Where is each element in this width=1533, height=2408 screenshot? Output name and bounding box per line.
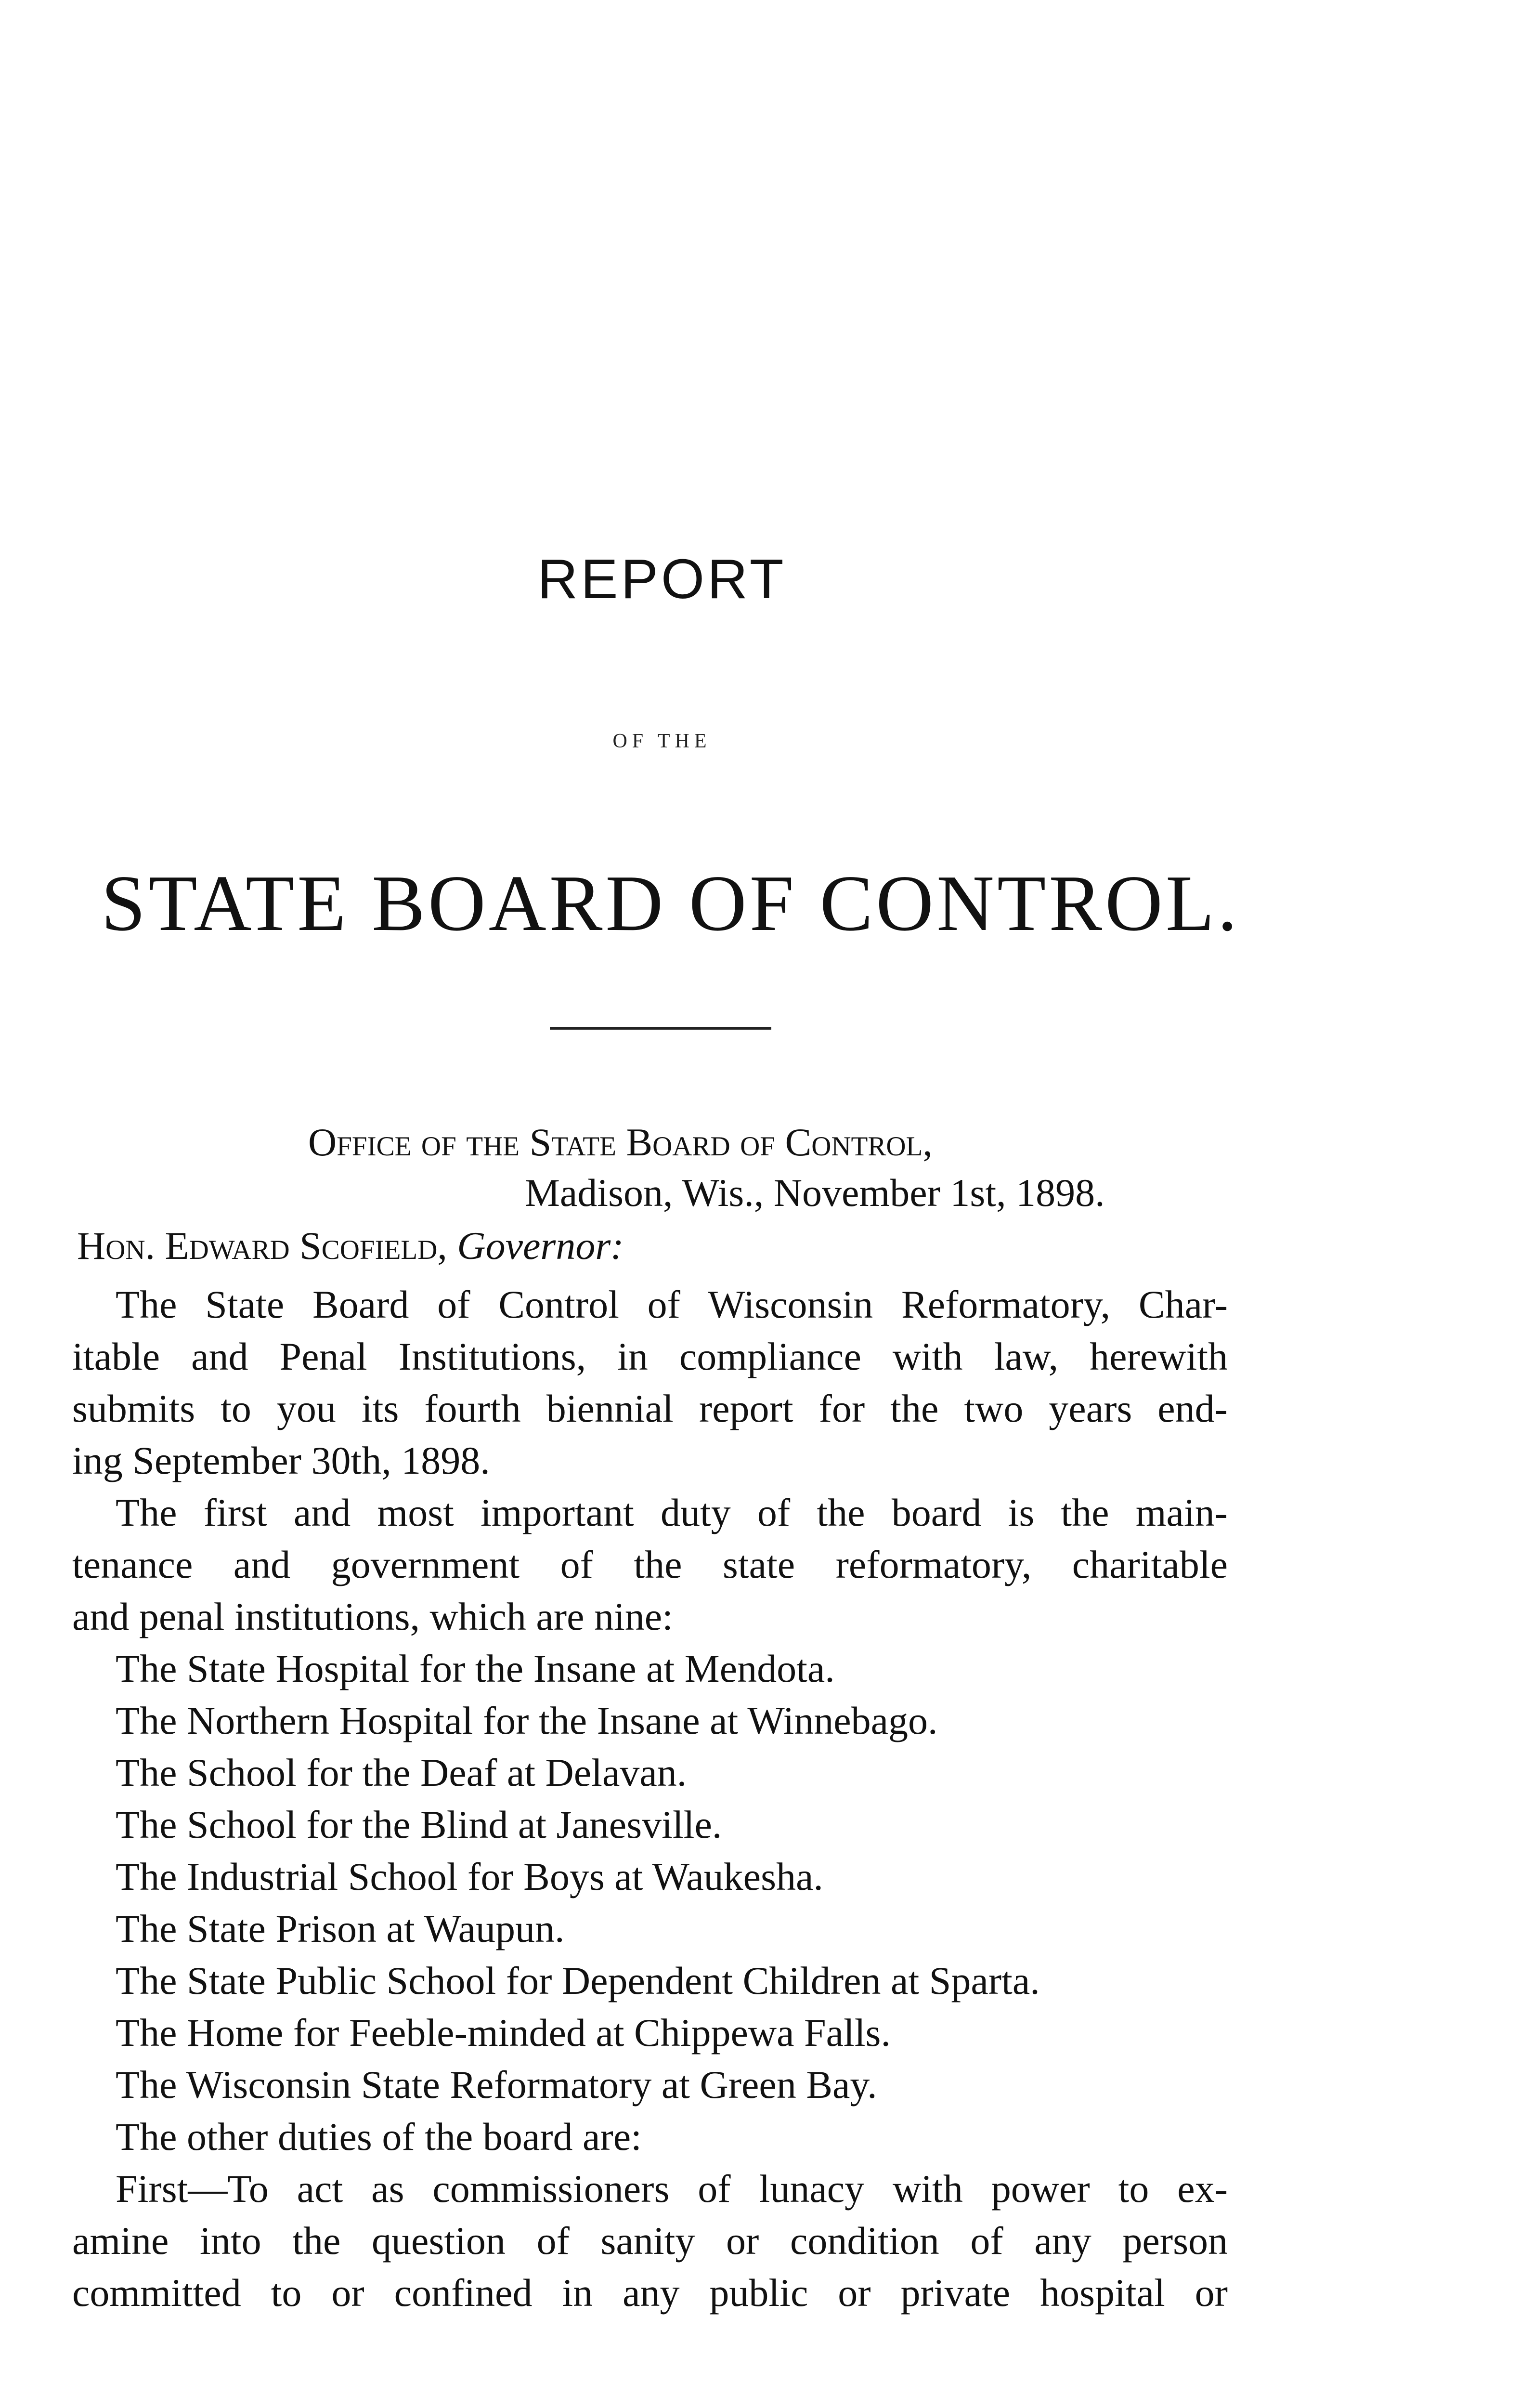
paragraph-line: The first and most important duty of the board is the main- xyxy=(116,1491,1228,1534)
report-subtitle-of-the: OF THE xyxy=(612,730,712,752)
paragraph-line: submits to you its fourth biennial report for the two years end- xyxy=(72,1387,1228,1430)
paragraph-line: itable and Penal Institutions, in compliance with law, herewith xyxy=(72,1335,1228,1378)
paragraph-line: amine into the question of sanity or condition of any person xyxy=(72,2219,1228,2263)
institution-list-item: The Industrial School for Boys at Waukesha. xyxy=(116,1855,823,1898)
paragraph-line: The other duties of the board are: xyxy=(116,2115,642,2159)
institution-list-item: The State Prison at Waupun. xyxy=(116,1907,565,1950)
report-title: REPORT xyxy=(537,548,787,610)
institution-list-item: The Wisconsin State Reformatory at Green Bay. xyxy=(116,2063,877,2107)
institution-list-item: The Home for Feeble-minded at Chippewa Falls. xyxy=(116,2011,891,2055)
title-divider xyxy=(550,1027,771,1030)
paragraph-line: ing September 30th, 1898. xyxy=(72,1439,490,1482)
paragraph-line: First—To act as commissioners of lunacy with power to ex- xyxy=(116,2167,1228,2211)
institution-list-item: The Northern Hospital for the Insane at Winnebago. xyxy=(116,1699,938,1742)
report-main-title: STATE BOARD OF CONTROL. xyxy=(101,859,1240,947)
addressee-title: Governor: xyxy=(457,1224,624,1268)
paragraph-line: committed to or confined in any public or private hospital or xyxy=(72,2271,1228,2315)
institution-list-item: The School for the Blind at Janesville. xyxy=(116,1803,722,1846)
institution-list-item: The State Public School for Dependent Children at Sparta. xyxy=(116,1959,1040,2002)
letter-body xyxy=(72,1279,1228,2319)
addressee-name: Hon. Edward Scofield, xyxy=(77,1224,447,1268)
institution-list-item: The School for the Deaf at Delavan. xyxy=(116,1751,687,1794)
paragraph-line: tenance and government of the state reformatory, charitable xyxy=(72,1543,1228,1586)
office-line: Office of the State Board of Control, xyxy=(308,1120,933,1164)
addressee xyxy=(77,1223,624,1269)
paragraph-line: and penal institutions, which are nine: xyxy=(72,1595,673,1638)
institution-list-item: The State Hospital for the Insane at Mendota. xyxy=(116,1647,835,1690)
paragraph-line: The State Board of Control of Wisconsin Reformatory, Char- xyxy=(116,1283,1228,1326)
date-line: Madison, Wis., November 1st, 1898. xyxy=(525,1171,1105,1215)
